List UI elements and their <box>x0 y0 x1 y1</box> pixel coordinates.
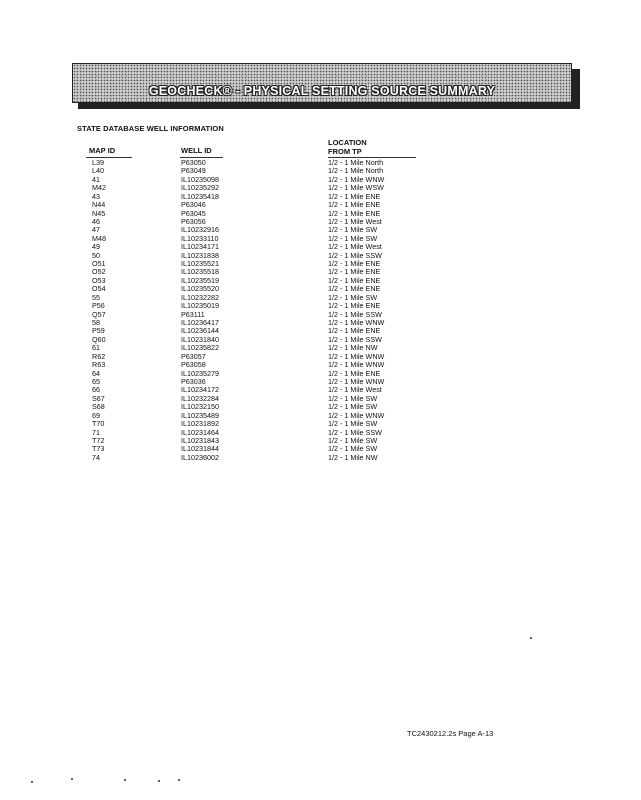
well-id-cell: IL10235279 <box>181 368 219 378</box>
table-row <box>0 454 641 462</box>
map-id-cell: R62 <box>92 351 106 361</box>
location-cell: 1/2 - 1 Mile SW <box>328 393 378 403</box>
scan-speck <box>158 780 160 782</box>
well-id-cell: IL10236144 <box>181 326 219 336</box>
well-id-cell: IL10235292 <box>181 183 219 193</box>
location-cell: 1/2 - 1 Mile WNW <box>328 318 385 328</box>
well-id-cell: IL10235098 <box>181 174 219 184</box>
well-table <box>0 159 641 462</box>
map-id-cell: 61 <box>92 343 100 353</box>
well-id-cell: IL10231892 <box>181 419 219 429</box>
map-id-cell: 50 <box>92 250 100 260</box>
location-cell: 1/2 - 1 Mile WNW <box>328 351 385 361</box>
well-id-cell: IL10231838 <box>181 250 219 260</box>
map-id-cell: S68 <box>92 402 105 412</box>
well-id-cell: IL10232282 <box>181 292 219 302</box>
well-id-cell: IL10234171 <box>181 242 219 252</box>
section-title: STATE DATABASE WELL INFORMATION <box>77 124 224 133</box>
well-id-cell: P63049 <box>181 166 206 176</box>
column-header-location <box>328 138 367 156</box>
map-id-cell: Q60 <box>92 334 106 344</box>
map-id-cell: N45 <box>92 208 106 218</box>
location-cell: 1/2 - 1 Mile ENE <box>328 275 381 285</box>
well-id-cell: IL10235418 <box>181 191 219 201</box>
map-id-cell: 46 <box>92 216 100 226</box>
location-cell: 1/2 - 1 Mile ENE <box>328 200 381 210</box>
well-id-cell: P63056 <box>181 216 206 226</box>
location-cell: 1/2 - 1 Mile NW <box>328 452 378 462</box>
location-cell: 1/2 - 1 Mile ENE <box>328 191 381 201</box>
map-id-cell: T70 <box>92 419 105 429</box>
well-id-cell: IL10231843 <box>181 435 219 445</box>
column-header-well-id: WELL ID <box>181 146 212 155</box>
header-banner <box>72 63 572 103</box>
map-id-cell: P59 <box>92 326 105 336</box>
map-id-cell: L39 <box>92 158 104 167</box>
page-footer <box>407 729 493 738</box>
well-id-cell: IL10231844 <box>181 444 219 454</box>
map-id-cell: T73 <box>92 444 105 454</box>
well-id-cell: P63036 <box>181 376 206 386</box>
map-id-cell: M48 <box>92 233 106 243</box>
location-cell: 1/2 - 1 Mile ENE <box>328 368 381 378</box>
map-id-cell: S67 <box>92 393 105 403</box>
location-cell: 1/2 - 1 Mile SW <box>328 233 378 243</box>
scan-speck <box>71 778 73 780</box>
map-id-cell: 65 <box>92 376 100 386</box>
map-id-cell: 41 <box>92 174 100 184</box>
location-cell: 1/2 - 1 Mile SSW <box>328 309 382 319</box>
location-cell: 1/2 - 1 Mile WSW <box>328 183 384 193</box>
document-reference: TC2430212.2s <box>407 729 457 738</box>
scan-speck <box>124 779 126 781</box>
location-cell: 1/2 - 1 Mile ENE <box>328 208 381 218</box>
location-cell: 1/2 - 1 Mile North <box>328 158 384 167</box>
map-id-cell: O51 <box>92 259 106 269</box>
well-id-cell: IL10235019 <box>181 301 219 311</box>
well-id-cell: IL10232284 <box>181 393 219 403</box>
location-cell: 1/2 - 1 Mile SSW <box>328 250 382 260</box>
well-id-cell: IL10235518 <box>181 267 219 277</box>
map-id-cell: 69 <box>92 410 100 420</box>
well-id-cell: P63050 <box>181 158 206 167</box>
location-cell: 1/2 - 1 Mile SW <box>328 419 378 429</box>
location-cell: 1/2 - 1 Mile ENE <box>328 326 381 336</box>
well-id-cell: IL10235521 <box>181 259 219 269</box>
map-id-cell: O53 <box>92 275 106 285</box>
column-header-map-id: MAP ID <box>89 146 116 155</box>
location-cell: 1/2 - 1 Mile ENE <box>328 301 381 311</box>
well-id-cell: P63045 <box>181 208 206 218</box>
location-cell: 1/2 - 1 Mile ENE <box>328 267 381 277</box>
well-id-cell: IL10236417 <box>181 318 219 328</box>
map-id-cell: 74 <box>92 452 100 462</box>
well-id-cell: IL10235489 <box>181 410 219 420</box>
well-id-cell: P63057 <box>181 351 206 361</box>
well-id-cell: IL10232916 <box>181 225 219 235</box>
page-title: GEOCHECK® - PHYSICAL SETTING SOURCE SUMMARY <box>148 84 496 98</box>
location-cell: 1/2 - 1 Mile North <box>328 166 384 176</box>
column-header-location-line1: LOCATION <box>328 138 367 147</box>
location-cell: 1/2 - 1 Mile NW <box>328 343 378 353</box>
location-cell: 1/2 - 1 Mile SW <box>328 402 378 412</box>
map-id-cell: 64 <box>92 368 100 378</box>
map-id-cell: 43 <box>92 191 100 201</box>
location-cell: 1/2 - 1 Mile SW <box>328 292 378 302</box>
map-id-cell: 58 <box>92 318 100 328</box>
scan-speck <box>530 637 532 639</box>
location-cell: 1/2 - 1 Mile West <box>328 216 382 226</box>
page-number: Page A-13 <box>458 729 494 738</box>
location-cell: 1/2 - 1 Mile West <box>328 242 382 252</box>
location-cell: 1/2 - 1 Mile West <box>328 385 382 395</box>
location-cell: 1/2 - 1 Mile SW <box>328 435 378 445</box>
location-cell: 1/2 - 1 Mile SW <box>328 444 378 454</box>
location-cell: 1/2 - 1 Mile WNW <box>328 174 385 184</box>
location-cell: 1/2 - 1 Mile WNW <box>328 410 385 420</box>
map-id-cell: R63 <box>92 360 106 370</box>
scan-speck <box>178 779 180 781</box>
map-id-cell: M42 <box>92 183 106 193</box>
well-id-cell: IL10232150 <box>181 402 219 412</box>
map-id-cell: 49 <box>92 242 100 252</box>
location-cell: 1/2 - 1 Mile SSW <box>328 427 382 437</box>
well-id-cell: IL10231840 <box>181 334 219 344</box>
map-id-cell: 47 <box>92 225 100 235</box>
location-cell: 1/2 - 1 Mile SW <box>328 225 378 235</box>
map-id-cell: 71 <box>92 427 100 437</box>
location-cell: 1/2 - 1 Mile WNW <box>328 360 385 370</box>
map-id-cell: P56 <box>92 301 105 311</box>
well-id-cell: IL10234172 <box>181 385 219 395</box>
map-id-cell: O54 <box>92 284 106 294</box>
well-id-cell: IL10235520 <box>181 284 219 294</box>
well-id-cell: IL10235519 <box>181 275 219 285</box>
well-id-cell: IL10231464 <box>181 427 219 437</box>
scan-speck <box>31 781 33 783</box>
well-id-cell: IL10236002 <box>181 452 219 462</box>
map-id-cell: 55 <box>92 292 100 302</box>
location-cell: 1/2 - 1 Mile WNW <box>328 376 385 386</box>
map-id-cell: T72 <box>92 435 105 445</box>
well-id-cell: P63058 <box>181 360 206 370</box>
map-id-cell: N44 <box>92 200 106 210</box>
well-id-cell: IL10235822 <box>181 343 219 353</box>
map-id-cell: Q57 <box>92 309 106 319</box>
well-id-cell: P63111 <box>181 309 205 319</box>
map-id-cell: O52 <box>92 267 106 277</box>
location-cell: 1/2 - 1 Mile ENE <box>328 284 381 294</box>
location-cell: 1/2 - 1 Mile ENE <box>328 259 381 269</box>
map-id-cell: L40 <box>92 166 104 176</box>
well-id-cell: P63046 <box>181 200 206 210</box>
location-cell: 1/2 - 1 Mile SSW <box>328 334 382 344</box>
column-header-location-line2: FROM TP <box>328 147 362 156</box>
map-id-cell: 66 <box>92 385 100 395</box>
well-id-cell: IL10233110 <box>181 233 219 243</box>
